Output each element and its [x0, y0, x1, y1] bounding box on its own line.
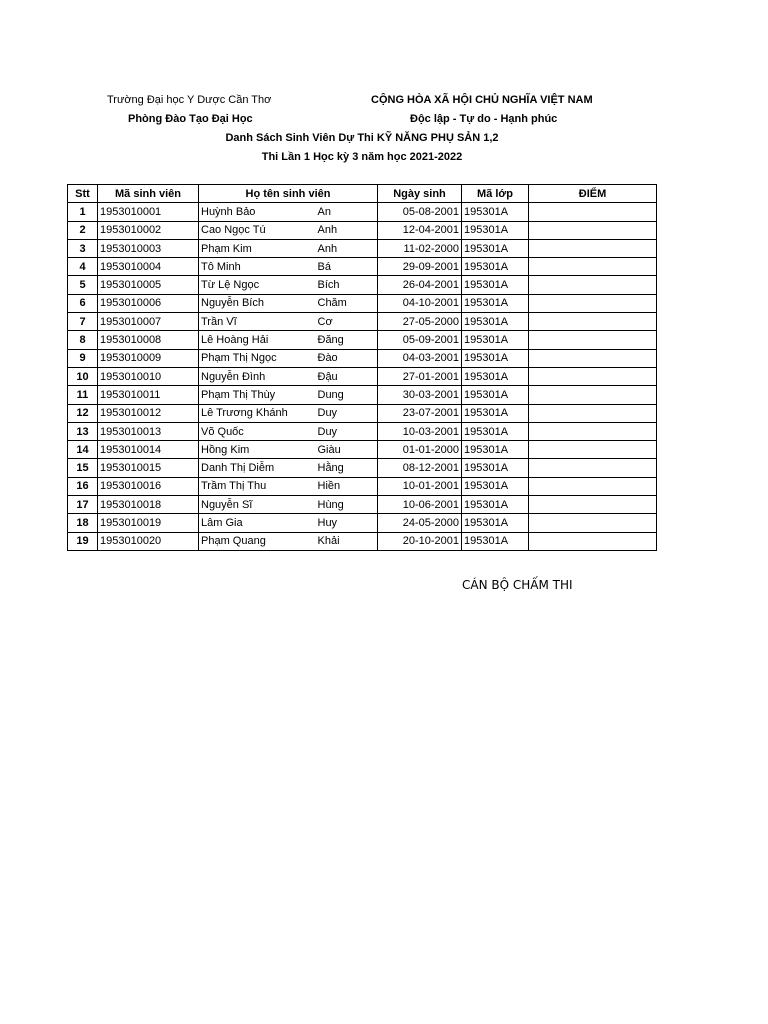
- student-dob: 20-10-2001: [378, 532, 462, 550]
- row-stt: 2: [68, 221, 98, 239]
- student-dob: 04-10-2001: [378, 294, 462, 312]
- row-stt: 18: [68, 514, 98, 532]
- student-class: 195301A: [462, 532, 529, 550]
- table-row: [68, 276, 657, 294]
- row-stt: 4: [68, 258, 98, 276]
- row-stt: 3: [68, 239, 98, 257]
- student-dob: 05-09-2001: [378, 331, 462, 349]
- table-row: [68, 514, 657, 532]
- table-row: [68, 441, 657, 459]
- student-id: 1953010004: [98, 258, 199, 276]
- student-id: 1953010011: [98, 386, 199, 404]
- student-class: 195301A: [462, 221, 529, 239]
- row-stt: 1: [68, 203, 98, 221]
- student-name: Từ Lệ Ngọc: [199, 276, 316, 294]
- table-row: [68, 203, 657, 221]
- student-score: [529, 514, 657, 532]
- student-id: 1953010014: [98, 441, 199, 459]
- column-header-stt: Stt: [68, 185, 98, 203]
- student-score: [529, 422, 657, 440]
- student-name: Phạm Kim: [199, 239, 316, 257]
- student-score: [529, 203, 657, 221]
- table-row: [68, 386, 657, 404]
- nation-heading: CỘNG HÒA XÃ HỘI CHỦ NGHĨA VIỆT NAM: [371, 94, 593, 106]
- table-row: [68, 459, 657, 477]
- student-name: Tô Minh: [199, 258, 316, 276]
- student-class: 195301A: [462, 239, 529, 257]
- row-stt: 12: [68, 404, 98, 422]
- table-row: [68, 221, 657, 239]
- student-given-name: Huy: [316, 514, 378, 532]
- student-class: 195301A: [462, 294, 529, 312]
- student-id: 1953010016: [98, 477, 199, 495]
- column-header-class: Mã lớp: [462, 185, 529, 203]
- column-header-student-id: Mã sinh viên: [98, 185, 199, 203]
- student-class: 195301A: [462, 496, 529, 514]
- student-dob: 24-05-2000: [378, 514, 462, 532]
- student-class: 195301A: [462, 258, 529, 276]
- student-dob: 27-05-2000: [378, 313, 462, 331]
- student-table: [67, 184, 657, 551]
- student-given-name: Dung: [316, 386, 378, 404]
- column-header-dob: Ngày sinh: [378, 185, 462, 203]
- column-header-score: ĐIỂM: [529, 185, 657, 203]
- student-given-name: Chăm: [316, 294, 378, 312]
- row-stt: 5: [68, 276, 98, 294]
- student-given-name: Anh: [316, 221, 378, 239]
- student-name: Nguyễn Bích: [199, 294, 316, 312]
- student-id: 1953010008: [98, 331, 199, 349]
- student-given-name: Bá: [316, 258, 378, 276]
- student-score: [529, 386, 657, 404]
- row-stt: 16: [68, 477, 98, 495]
- student-name: Lâm Gia: [199, 514, 316, 532]
- student-score: [529, 404, 657, 422]
- table-row: [68, 331, 657, 349]
- student-id: 1953010009: [98, 349, 199, 367]
- student-score: [529, 349, 657, 367]
- student-dob: 08-12-2001: [378, 459, 462, 477]
- student-class: 195301A: [462, 276, 529, 294]
- student-given-name: Đậu: [316, 367, 378, 385]
- row-stt: 14: [68, 441, 98, 459]
- student-name: Phạm Quang: [199, 532, 316, 550]
- student-class: 195301A: [462, 203, 529, 221]
- student-dob: 11-02-2000: [378, 239, 462, 257]
- table-row: [68, 313, 657, 331]
- student-name: Nguyễn Đình: [199, 367, 316, 385]
- student-given-name: Anh: [316, 239, 378, 257]
- table-row: [68, 367, 657, 385]
- row-stt: 6: [68, 294, 98, 312]
- table-row: [68, 349, 657, 367]
- student-given-name: Khải: [316, 532, 378, 550]
- student-score: [529, 459, 657, 477]
- student-name: Cao Ngọc Tú: [199, 221, 316, 239]
- student-dob: 04-03-2001: [378, 349, 462, 367]
- document-subtitle: Thi Lần 1 Học kỳ 3 năm học 2021-2022: [261, 151, 463, 163]
- student-score: [529, 221, 657, 239]
- student-id: 1953010013: [98, 422, 199, 440]
- student-dob: 12-04-2001: [378, 221, 462, 239]
- row-stt: 19: [68, 532, 98, 550]
- student-dob: 26-04-2001: [378, 276, 462, 294]
- table-header-row: [68, 185, 657, 203]
- student-id: 1953010002: [98, 221, 199, 239]
- student-class: 195301A: [462, 331, 529, 349]
- table-row: [68, 496, 657, 514]
- row-stt: 10: [68, 367, 98, 385]
- student-name: Võ Quốc: [199, 422, 316, 440]
- student-id: 1953010006: [98, 294, 199, 312]
- student-class: 195301A: [462, 386, 529, 404]
- student-class: 195301A: [462, 459, 529, 477]
- student-given-name: Duy: [316, 422, 378, 440]
- student-given-name: Đăng: [316, 331, 378, 349]
- table-row: [68, 258, 657, 276]
- student-dob: 29-09-2001: [378, 258, 462, 276]
- row-stt: 9: [68, 349, 98, 367]
- student-name: Lê Hoàng Hải: [199, 331, 316, 349]
- student-id: 1953010007: [98, 313, 199, 331]
- student-class: 195301A: [462, 404, 529, 422]
- student-dob: 10-03-2001: [378, 422, 462, 440]
- student-id: 1953010020: [98, 532, 199, 550]
- student-dob: 27-01-2001: [378, 367, 462, 385]
- student-given-name: Hùng: [316, 496, 378, 514]
- row-stt: 11: [68, 386, 98, 404]
- student-class: 195301A: [462, 514, 529, 532]
- student-given-name: Đào: [316, 349, 378, 367]
- student-class: 195301A: [462, 367, 529, 385]
- student-dob: 10-06-2001: [378, 496, 462, 514]
- student-given-name: Duy: [316, 404, 378, 422]
- student-score: [529, 258, 657, 276]
- row-stt: 15: [68, 459, 98, 477]
- student-id: 1953010010: [98, 367, 199, 385]
- student-dob: 10-01-2001: [378, 477, 462, 495]
- row-stt: 8: [68, 331, 98, 349]
- table-row: [68, 239, 657, 257]
- student-name: Trầm Thị Thu: [199, 477, 316, 495]
- student-id: 1953010018: [98, 496, 199, 514]
- student-given-name: Giàu: [316, 441, 378, 459]
- department-name: Phòng Đào Tạo Đại Học: [128, 113, 253, 125]
- student-name: Phạm Thị Ngọc: [199, 349, 316, 367]
- student-class: 195301A: [462, 349, 529, 367]
- student-given-name: Bích: [316, 276, 378, 294]
- student-dob: 05-08-2001: [378, 203, 462, 221]
- student-name: Danh Thị Diễm: [199, 459, 316, 477]
- table-row: [68, 294, 657, 312]
- student-score: [529, 496, 657, 514]
- table-row: [68, 422, 657, 440]
- column-header-full-name: Họ tên sinh viên: [199, 185, 378, 203]
- student-class: 195301A: [462, 441, 529, 459]
- student-given-name: Hằng: [316, 459, 378, 477]
- student-id: 1953010012: [98, 404, 199, 422]
- student-name: Lê Trương Khánh: [199, 404, 316, 422]
- student-given-name: Cơ: [316, 313, 378, 331]
- student-id: 1953010015: [98, 459, 199, 477]
- row-stt: 7: [68, 313, 98, 331]
- student-class: 195301A: [462, 313, 529, 331]
- student-id: 1953010005: [98, 276, 199, 294]
- student-score: [529, 313, 657, 331]
- student-given-name: An: [316, 203, 378, 221]
- student-class: 195301A: [462, 477, 529, 495]
- table-body: [68, 203, 657, 551]
- student-name: Trần Vĩ: [199, 313, 316, 331]
- student-score: [529, 477, 657, 495]
- table-row: [68, 477, 657, 495]
- student-score: [529, 294, 657, 312]
- nation-motto: Độc lập - Tự do - Hạnh phúc: [410, 113, 558, 125]
- student-id: 1953010003: [98, 239, 199, 257]
- row-stt: 17: [68, 496, 98, 514]
- student-score: [529, 367, 657, 385]
- student-dob: 23-07-2001: [378, 404, 462, 422]
- student-given-name: Hiền: [316, 477, 378, 495]
- student-dob: 01-01-2000: [378, 441, 462, 459]
- student-score: [529, 441, 657, 459]
- student-score: [529, 331, 657, 349]
- student-score: [529, 239, 657, 257]
- document-title: Danh Sách Sinh Viên Dự Thi KỸ NĂNG PHỤ SẢN 1,2: [225, 132, 499, 144]
- student-id: 1953010019: [98, 514, 199, 532]
- student-class: 195301A: [462, 422, 529, 440]
- student-id: 1953010001: [98, 203, 199, 221]
- student-name: Hồng Kim: [199, 441, 316, 459]
- table-row: [68, 404, 657, 422]
- student-score: [529, 532, 657, 550]
- student-dob: 30-03-2001: [378, 386, 462, 404]
- student-name: Nguyễn Sĩ: [199, 496, 316, 514]
- student-name: Phạm Thị Thùy: [199, 386, 316, 404]
- student-score: [529, 276, 657, 294]
- student-name: Huỳnh Bảo: [199, 203, 316, 221]
- school-name: Trường Đại học Y Dược Cần Thơ: [107, 94, 272, 106]
- table-row: [68, 532, 657, 550]
- row-stt: 13: [68, 422, 98, 440]
- signer-label: CÁN BỘ CHẤM THI: [462, 578, 573, 592]
